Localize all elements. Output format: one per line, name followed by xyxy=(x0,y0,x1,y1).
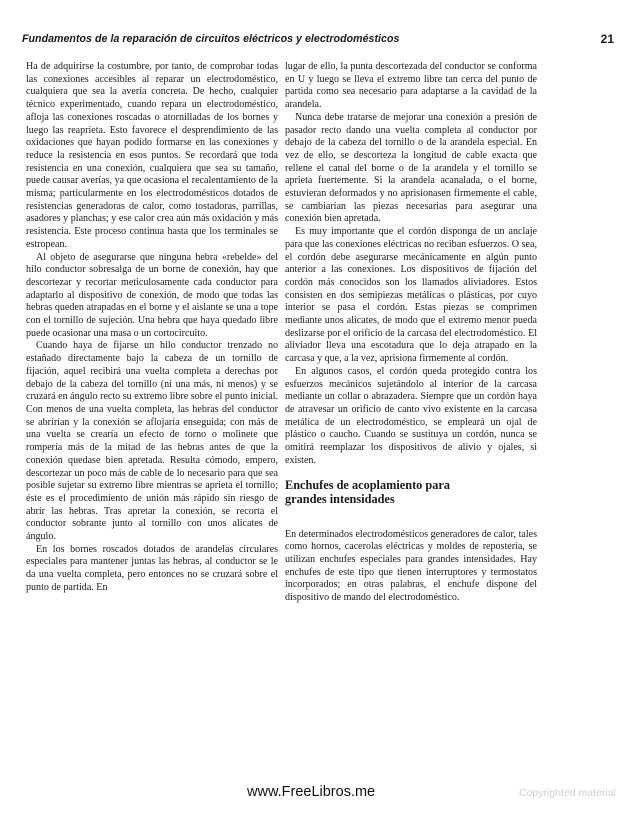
body-paragraph: Al objeto de asegurarse que ninguna hebra «rebelde» del hilo conductor sobresalga de un borne de conexión, hay que descortezar y recortar meticulosamente cada conductor para adaptarlo al dispositivo de conexión, de modo que todas las hebras queden atrapadas en el borne y el aislante se una a tope con el tornillo de sujeción. Una hebra que haya quedado libre puede ocasionar una masa o un cortocircuito. xyxy=(26,251,278,339)
running-header xyxy=(22,33,614,49)
body-paragraph: Cuando haya de fijarse un hilo conductor trenzado no estañado directamente bajo la cabeza de un tornillo de fijación, aquel recibirá una vuelta completa a derechas por debajo de la cabeza del tornillo (ni una más, ni menos) y se cruzará en ángulo recto su extremo libre sobre el punto inicial. Con menos de una vuelta completa, las hebras del conductor se abrirían y la conexión se aflojaría enseguida; con más de una vuelta se crearía un efecto de torno o molinete que rompería más de la mitad de las hebras antes de que la conexión quedase bien apretada. Resulta cómodo, empero, descortezar un poco más de cable de lo necesario para que sea posible sujetar su extremo libre mientras se aprieta el tornillo; éste es el procedimiento de unión más rápido sin riesgo de abrir las hebras. Tras apretar la conexión, se recorta el conductor sobrante junto al tornillo con unos alicates de ángulo. xyxy=(26,340,278,543)
right-column xyxy=(285,61,537,605)
section-heading-line: Enchufes de acoplamiento para xyxy=(285,477,450,492)
body-paragraph: Nunca debe tratarse de mejorar una conexión a presión de pasador recto dando una vuelta completa al conductor por debajo de la cabeza del tornillo o de la arandela especial. En vez de ello, se descorteza la longitud de cable exacta que rellene el canal del borne o de la arandela y el tornillo se aprieta fuertemente. Si la arandela acanalada, o el borne, estuvieran deformados y no aprisionasen firmemente el cable, se cambiarían las piezas necesarias para asegurar una conexión bien apretada. xyxy=(285,111,537,225)
page-number: 21 xyxy=(600,32,614,46)
copyright-note: Copyrighted material xyxy=(519,787,616,799)
section-heading xyxy=(285,468,537,507)
footer-link[interactable]: www.FreeLibros.me xyxy=(247,784,376,800)
left-column xyxy=(26,61,278,595)
body-paragraph: En algunos casos, el cordón queda protegido contra los esfuerzos mecánicos sujetándolo al interior de la carcasa mediante un collar o abrazadera. Siempre que un cordón haya de atravesar un orificio de canto vivo existente en la carcasa metálica de un electrodoméstico, se empleará un ojal de plástico o caucho. Cuando se sustituya un cordón, nunca se omitirá reemplazar los dispositivos de alivio y ojales, si existen. xyxy=(285,365,537,466)
body-paragraph: lugar de ello, la punta descortezada del conductor se conforma en U y luego se lleva el extremo libre tan cerca del punto de partida como sea necesario para adaptarse a la cavidad de la arandela. xyxy=(285,61,537,111)
section-heading-line: grandes intensidades xyxy=(285,492,395,506)
body-paragraph: Ha de adquirirse la costumbre, por tanto, de comprobar todas las conexiones accesibles al reparar un electrodoméstico, cualquiera que sea la avería concreta. De hecho, cualquier técnico experimentado, cuando repara un electrodoméstico, afloja las conexiones roscadas o atornilladas de los bornes y luego las reaprieta. Esto favorece el desprendimiento de las oxidaciones que hayan podido formarse en las conexiones y reduce la resistencia en esos puntos. Se recordará que toda resistencia en una conexión, cualquiera que sea su tamaño, puede causar averías, ya que ocasiona el recalentamiento de la misma; particularmente en los electrodomésticos dotados de resistencias generadoras de calor, como tostadoras, parrillas, asadores y planchas; y ese calor crea aún más oxidación y más resistencia. Este proceso continua hasta que los terminales se estropean. xyxy=(26,61,278,250)
body-paragraph: En los bornes roscados dotados de arandelas circulares especiales para mantener juntas las hebras, al conductor se le da una vuelta completa, pero entonces no se cruzará sobre el punto de partida. En xyxy=(26,543,278,593)
body-paragraph: Es muy importante que el cordón disponga de un anclaje para que las conexiones eléctricas no reciban esfuerzos. O sea, el cordón debe asegurarse mecánicamente en algún punto anterior a las conexiones. Los dispositivos de fijación del cordón más conocidos son los llamados aliviadores. Estos consisten en dos semipiezas metálicas o plásticas, por cuyo interior se pasa el cordón. Estas piezas se comprimen mediante unos alicates, de modo que el extremo menor pueda deslizarse por el orificio de la carcasa del electrodoméstico. El aliviador lleva una escotadura que lo deja atrapado en la carcasa y que, a la vez, aprisiona firmemente al cordón. xyxy=(285,226,537,365)
running-title: Fundamentos de la reparación de circuitos eléctricos y electrodomésticos xyxy=(22,33,400,45)
section-paragraph: En determinados electrodomésticos generadores de calor, tales como hornos, cacerolas eléctricas y moldes de repostería, se utilizan enchufes especiales para grandes intensidades. Hay enchufes de este tipo que tienen interruptores y termostatos incorporados; en otras palabras, el enchufe dispone del dispositivo de mando del electrodoméstico. xyxy=(285,528,537,604)
